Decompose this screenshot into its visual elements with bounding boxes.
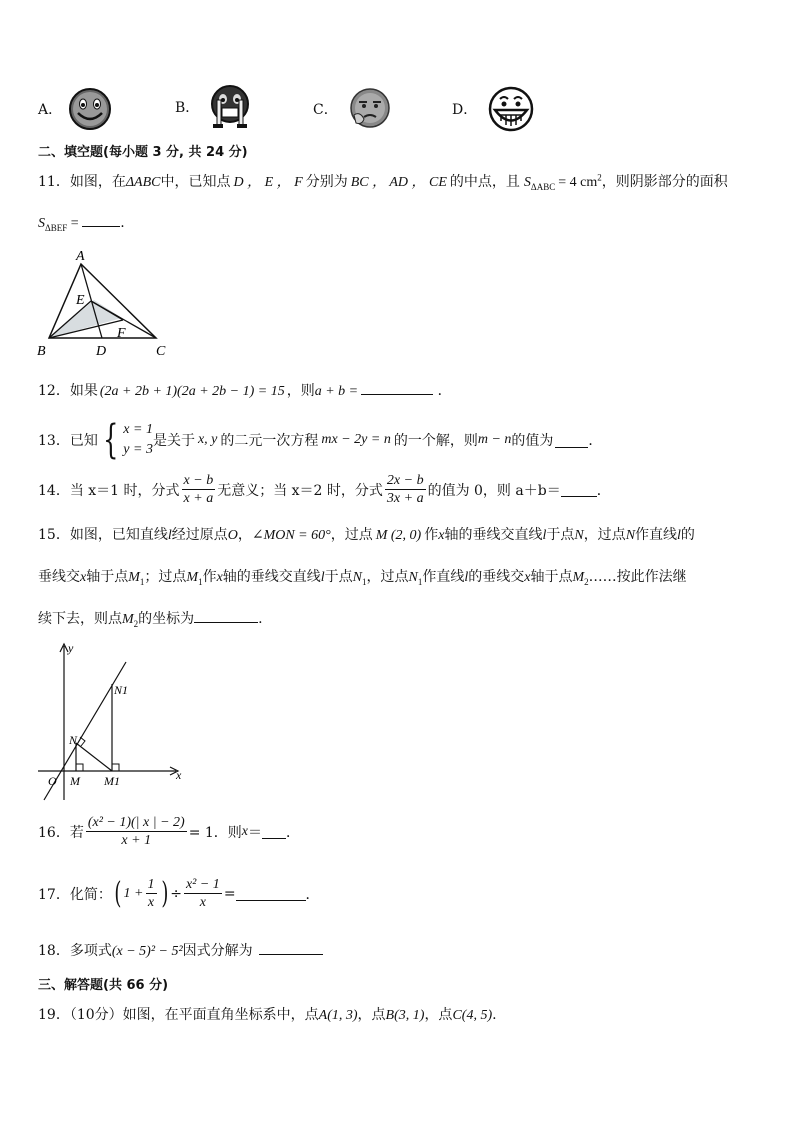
question-13 [38, 417, 603, 463]
q13-text: 是关于 [152, 433, 195, 449]
q15-text: 于点 [324, 569, 353, 585]
label-n1: N1 [114, 683, 129, 697]
numerator: (x² − 1)(| x | − 2) [87, 815, 185, 830]
q17-text: 化简： [69, 886, 112, 903]
option-c [313, 87, 392, 131]
point-m1: M [186, 570, 199, 585]
question-11 [38, 171, 728, 192]
denominator: 3x + a [386, 491, 424, 506]
question-18 [38, 940, 323, 960]
point-n: N [625, 528, 636, 543]
numerator: x − b [183, 473, 214, 488]
option-d [452, 85, 535, 133]
system-row: y = 3 [123, 442, 153, 457]
q15-text: ， [237, 527, 252, 543]
area-subscript: ΔABC [530, 181, 556, 192]
q15-text: 于点 [546, 527, 575, 543]
q15-text: 轴于点 [530, 569, 573, 585]
answer-blank[interactable] [561, 482, 597, 497]
coordinate-figure [30, 640, 200, 802]
area-value: = 4 cm [558, 175, 598, 190]
fraction-2 [385, 472, 426, 507]
point-m1: M [128, 570, 140, 585]
label-c: C [156, 344, 166, 359]
question-14 [38, 472, 611, 507]
question-16 [38, 814, 300, 849]
variables: x, y [197, 432, 218, 447]
polynomial: (x − 5)² − 5² [111, 944, 183, 959]
fraction [146, 876, 157, 911]
q15-text: 作 [424, 527, 439, 543]
option-label: D． [452, 102, 478, 118]
divide-sign: ÷ [170, 885, 182, 902]
answer-blank[interactable] [194, 608, 258, 623]
q14-text: 的值为 0，则 a＋b＝ [427, 482, 561, 499]
question-19 [38, 1004, 497, 1024]
q16-text: 若 [69, 824, 84, 841]
period: ． [596, 482, 611, 499]
subscript: 1 [198, 576, 203, 587]
angle-mon: ∠MON = 60° [251, 528, 331, 543]
q11-text: 的中点，且 [449, 174, 520, 190]
fraction-1 [182, 472, 216, 507]
q15-text: ，过点 [583, 527, 626, 543]
q11-text: ，则阴影部分的面积 [601, 174, 728, 190]
point-m: M (2, 0) [375, 528, 422, 543]
question-number: 11． [38, 174, 70, 190]
q15-text: 的 [680, 527, 695, 543]
q19-text: ，点 [424, 1007, 453, 1023]
answer-blank[interactable] [82, 212, 120, 227]
q15-text: ，过点 [366, 569, 409, 585]
label-x: x [176, 768, 182, 782]
triangle-name: ΔABC [125, 175, 161, 190]
label-b: B [37, 344, 46, 359]
answer-subscript: ΔBEF [45, 222, 68, 233]
q11-text: 分别为 [305, 174, 348, 190]
q13-text: 的一个解，则 [393, 433, 478, 449]
q15-text: 作直线 [635, 527, 678, 543]
period: ． [588, 433, 603, 449]
question-12 [38, 380, 452, 400]
answer-symbol: S [38, 216, 45, 231]
question-number: 14． [38, 482, 70, 499]
denominator: x + a [183, 491, 214, 506]
q15-text: 如图，已知直线 [69, 527, 168, 543]
option-a [38, 87, 112, 131]
line-l: l [677, 528, 681, 543]
thinking-face-icon [348, 87, 392, 131]
option-b [175, 84, 253, 130]
segments: BC ， AD ， CE [350, 175, 447, 190]
subscript: 1 [362, 576, 367, 587]
period: ． [305, 886, 320, 903]
option-label: A． [38, 102, 63, 118]
q15-text: ……按此作法继 [588, 569, 687, 585]
right-angle-mark [76, 764, 83, 771]
question-15-line-2 [38, 566, 687, 587]
expression: m − n [477, 432, 512, 447]
origin-o: O [227, 528, 238, 543]
label-m1: M1 [104, 774, 120, 788]
q15-text: 作 [202, 569, 217, 585]
option-label: B． [175, 100, 200, 116]
q11-text: 中，已知点 [160, 174, 231, 190]
area-exponent: 2 [597, 172, 602, 183]
point-n: N [574, 528, 584, 543]
q15-text: 作直线 [422, 569, 465, 585]
equation: mx − 2y = n [321, 432, 391, 447]
area-symbol: S [523, 175, 531, 190]
system-row: x = 1 [123, 422, 153, 437]
option-label: C． [313, 102, 338, 118]
subscript: 1 [139, 576, 145, 587]
q12-text: 如果 [69, 383, 98, 399]
question-15-line-3 [38, 608, 263, 629]
section-two-title: 二、填空题(每小题 3 分, 共 24 分) [38, 145, 248, 160]
q12-text: ，则 [286, 383, 315, 399]
label-d: D [96, 344, 107, 359]
q14-text: 当 x＝1 时，分式 [69, 482, 180, 499]
label-a: A [76, 249, 85, 264]
period: ． [286, 824, 301, 841]
smiling-face-icon [68, 87, 112, 131]
q15-text: 轴的垂线交直线 [222, 569, 321, 585]
equation: (2a + 2b + 1)(2a + 2b − 1) = 15 [99, 384, 285, 399]
equals-sign: = [223, 885, 236, 902]
q18-text: 因式分解为 [182, 943, 253, 959]
right-angle-mark [112, 764, 119, 771]
question-15-line-1 [38, 524, 695, 544]
q15-text: ；过点 [144, 569, 187, 585]
subscript: 2 [133, 618, 139, 629]
x-axis-var: x [524, 570, 531, 585]
point-m2: M [122, 612, 134, 627]
point-c: C(4, 5) [452, 1008, 493, 1023]
line-l: l [167, 528, 172, 543]
denominator: x [199, 895, 206, 910]
question-number: 16． [38, 824, 70, 841]
numerator: 2x − b [386, 473, 424, 488]
point-b: B(3, 1) [385, 1008, 425, 1023]
q15-text: 轴的垂线交直线 [444, 527, 543, 543]
q13-text: 已知 [69, 433, 98, 449]
label-e: E [76, 293, 85, 308]
question-17: 17． 化简： ( 1 + $\frac{1}{x}$ ) ÷ $\frac{\text{x² − 1}}{x}$ = ． [38, 876, 320, 911]
point-m2: M [572, 570, 585, 585]
numerator: x² − 1 [185, 877, 220, 892]
point-n1: N [352, 570, 363, 585]
q15-text: 的垂线交 [468, 569, 525, 585]
period: . [258, 611, 263, 627]
answer-blank[interactable] [361, 380, 433, 395]
q16-text: ＝ [248, 824, 263, 841]
q15-text: 续下去，则点 [38, 611, 122, 627]
question-number: 12． [38, 383, 70, 399]
answer-blank[interactable] [259, 940, 323, 955]
question-11-answer [38, 212, 125, 233]
q15-text: 垂线交 [38, 569, 80, 585]
denominator: x [147, 895, 155, 910]
question-number: 13． [38, 433, 70, 449]
triangle-figure [35, 248, 175, 360]
q14-text: 无意义；当 x＝2 时，分式 [217, 482, 383, 499]
section-three-title: 三、解答题(共 66 分) [38, 978, 169, 993]
line-l: l [320, 570, 325, 585]
points-def: D ， E ， F [233, 175, 303, 190]
label-y: y [68, 641, 74, 655]
q13-text: 的值为 [511, 433, 554, 449]
q13-text: 的二元一次方程 [220, 433, 319, 449]
question-number: 15． [38, 527, 70, 543]
variable: x [241, 823, 249, 839]
expression: 1 + [123, 885, 144, 901]
period: ． [433, 383, 452, 399]
question-number: 19． [38, 1007, 70, 1023]
crying-face-icon [207, 84, 253, 130]
segment-nm1 [76, 743, 112, 771]
line-l: l [464, 570, 469, 585]
point-n1: N [408, 570, 418, 585]
point-a: A(1, 3) [318, 1008, 358, 1023]
answer-blank[interactable] [555, 433, 588, 448]
grinning-face-icon [487, 85, 535, 133]
q16-text: = 1．则 [188, 824, 242, 841]
line-l: l [542, 528, 547, 543]
question-number: 17． [38, 886, 70, 903]
question-number: 18． [38, 943, 70, 959]
answer-equals: = [67, 216, 83, 231]
q15-text: ，过点 [330, 527, 373, 543]
fraction [86, 814, 187, 849]
label-m: M [70, 774, 80, 788]
numerator: 1 [147, 877, 155, 892]
q15-text: 的坐标为 [138, 611, 195, 627]
q19-text: ，点 [357, 1007, 386, 1023]
q19-text: （10分）如图，在平面直角坐标系中，点 [69, 1007, 319, 1023]
subscript: 2 [584, 576, 589, 587]
answer-blank[interactable] [236, 886, 306, 901]
expression: a + b = [314, 384, 359, 399]
answer-blank[interactable] [262, 824, 286, 839]
q18-text: 多项式 [69, 943, 112, 959]
x-axis-var: x [80, 570, 87, 585]
period: . [120, 215, 125, 231]
equation-system: { x = 1 y = 3 [102, 417, 153, 463]
q15-text: 轴于点 [86, 569, 129, 585]
label-n: N [69, 733, 78, 747]
subscript: 1 [417, 576, 423, 587]
label-f: F [117, 326, 126, 341]
denominator: x + 1 [121, 833, 152, 848]
x-axis-var: x [438, 528, 445, 543]
x-axis-var: x [216, 570, 223, 585]
q15-text: 经过原点 [171, 527, 228, 543]
period: . [492, 1007, 497, 1023]
label-o: O [48, 774, 57, 788]
fraction [184, 876, 222, 911]
q11-text: 如图，在 [69, 174, 126, 190]
